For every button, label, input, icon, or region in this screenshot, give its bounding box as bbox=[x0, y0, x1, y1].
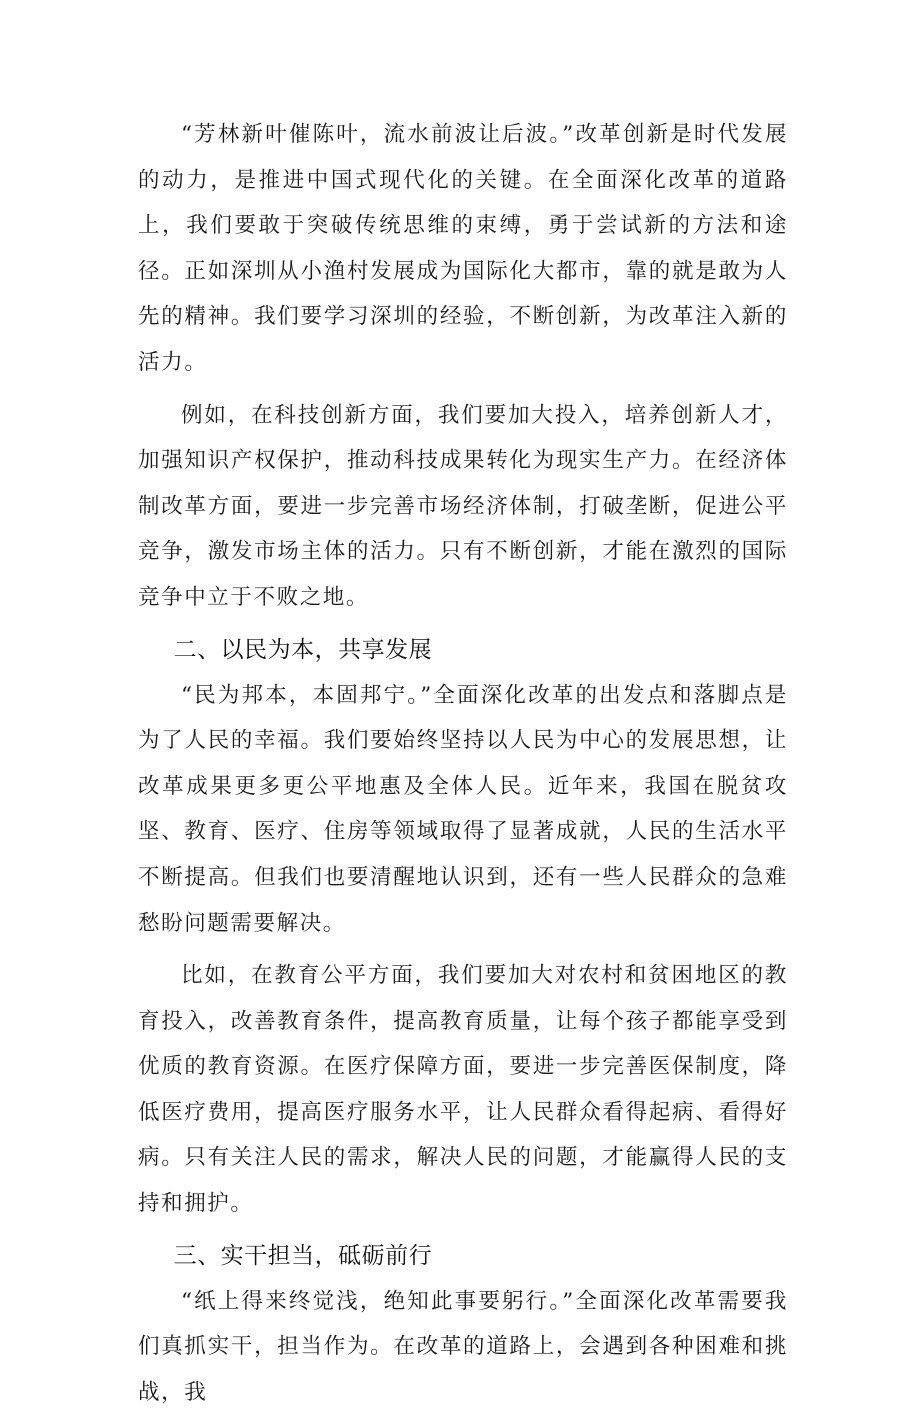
paragraph-people-first-examples: 比如，在教育公平方面，我们要加大对农村和贫困地区的教育投入，改善教育条件，提高教育质量，让每个孩子都能享受到优质的教育资源。在医疗保障方面，要进一步完善医保制度，降低医疗费用，提高医疗服务水平，让人民群众看得起病、看得好病。只有关注人民的需求，解决人民的问题，才能赢得人民的支持和拥护。 bbox=[138, 963, 788, 1217]
paragraph-hard-work-intro: “纸上得来终觉浅，绝知此事要躬行。”全面深化改革需要我们真抓实干，担当作为。在改革的道路上，会遇到各种困难和挑战，我 bbox=[138, 1288, 788, 1405]
paragraph-innovation-examples: 例如，在科技创新方面，我们要加大投入，培养创新人才，加强知识产权保护，推动科技成果转化为现实生产力。在经济体制改革方面，要进一步完善市场经济体制，打破垄断，促进公平竞争，激发市场主体的活力。只有不断创新，才能在激烈的国际竞争中立于不败之地。 bbox=[138, 402, 788, 610]
paragraph-people-first-intro: “民为邦本，本固邦宁。”全面深化改革的出发点和落脚点是为了人民的幸福。我们要始终坚持以人民为中心的发展思想，让改革成果更多更公平地惠及全体人民。近年来，我国在脱贫攻坚、教育、医疗、住房等领域取得了显著成就，人民的生活水平不断提高。但我们也要清醒地认识到，还有一些人民群众的急难愁盼问题需要解决。 bbox=[138, 682, 788, 936]
section-heading-hard-work: 三、实干担当，砥砺前行 bbox=[173, 1242, 433, 1269]
section-heading-people-first: 二、以民为本，共享发展 bbox=[173, 636, 433, 663]
document-body bbox=[138, 112, 788, 1415]
paragraph-innovation-intro: “芳林新叶催陈叶，流水前波让后波。”改革创新是时代发展的动力，是推进中国式现代化的关键。在全面深化改革的道路上，我们要敢于突破传统思维的束缚，勇于尝试新的方法和途径。正如深圳从小渔村发展成为国际化大都市，靠的就是敢为人先的精神。我们要学习深圳的经验，不断创新，为改革注入新的活力。 bbox=[138, 122, 788, 375]
